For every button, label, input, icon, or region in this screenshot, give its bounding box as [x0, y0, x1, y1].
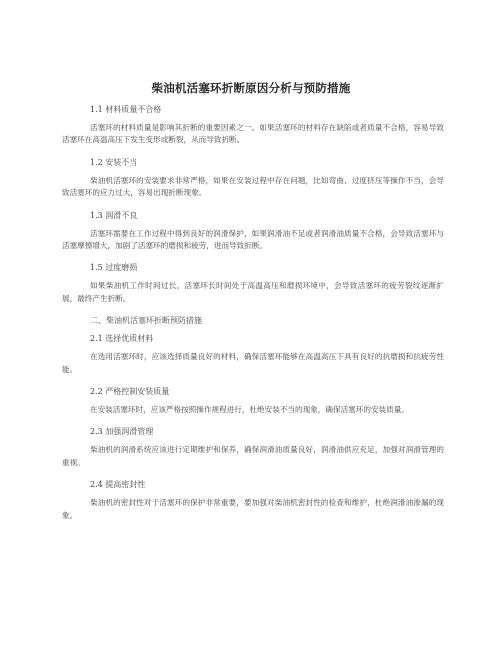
section-heading: 1.2 安装不当 — [90, 157, 138, 167]
section-paragraph: 柴油机的润滑系统应该进行定期维护和保养，确保润滑油质量良好，润滑油供应充足，加强对润滑管理的重视。 — [62, 445, 444, 467]
section-paragraph: 活塞环的材料质量是影响其折断的重要因素之一。如果活塞环的材料存在缺陷或者质量不合格，容易导致活塞环在高温高压下发生变形或断裂，从而导致折断。 — [62, 123, 444, 145]
section-heading: 2.3 加强润滑管理 — [90, 427, 154, 437]
section-2-3 — [62, 426, 444, 469]
section-heading: 1.5 过度磨损 — [90, 263, 138, 273]
section-2 — [62, 315, 444, 326]
section-heading: 1.1 材料质量不合格 — [90, 105, 162, 114]
section-paragraph: 如果柴油机工作时间过长，活塞环长时间处于高温高压和磨损环境中，会导致活塞环的疲劳裂纹逐渐扩展，最终产生折断。 — [62, 281, 444, 303]
section-2-4 — [62, 479, 444, 522]
section-paragraph: 柴油机活塞环的安装要求非常严格，如果在安装过程中存在问题，比如弯曲、过度挤压等操作不当，会导致活塞环的应力过大，容易出现折断现象。 — [62, 175, 444, 198]
document-body — [62, 104, 444, 532]
chapter-heading: 二、柴油机活塞环折断预防措施 — [90, 316, 202, 326]
section-heading: 2.4 提高密封性 — [90, 480, 146, 490]
section-paragraph: 活塞环需要在工作过程中得到良好的润滑保护，如果润滑油不足或者润滑油质量不合格，会导致活塞环与活塞摩擦增大，加剧了活塞环的磨损和疲劳，进而导致折断。 — [62, 228, 444, 251]
section-heading: 1.3 润滑不良 — [90, 210, 138, 220]
section-heading: 2.1 选择优质材料 — [90, 334, 154, 344]
section-paragraph: 在选用活塞环时，应该选择质量良好的材料，确保活塞环能够在高温高压下具有良好的抗磨损和抗疲劳性能。 — [62, 352, 444, 374]
section-2-1 — [62, 333, 444, 376]
section-1-5 — [62, 262, 444, 305]
section-heading: 2.2 严格控制安装质量 — [90, 387, 170, 397]
section-1-2 — [62, 157, 444, 200]
document-title: 柴油机活塞环折断原因分析与预防措施 — [151, 81, 351, 95]
section-2-2 — [62, 386, 444, 416]
section-1-3 — [62, 210, 444, 253]
section-paragraph: 柴油机的密封性对于活塞环的保护非常重要，要加强对柴油机密封性的检查和维护，杜绝润滑油渗漏的现象。 — [62, 498, 444, 520]
section-paragraph: 在安装活塞环时，应该严格按照操作规程进行，杜绝安装不当的现象，确保活塞环的安装质量。 — [90, 405, 409, 415]
section-1-1 — [62, 104, 444, 147]
